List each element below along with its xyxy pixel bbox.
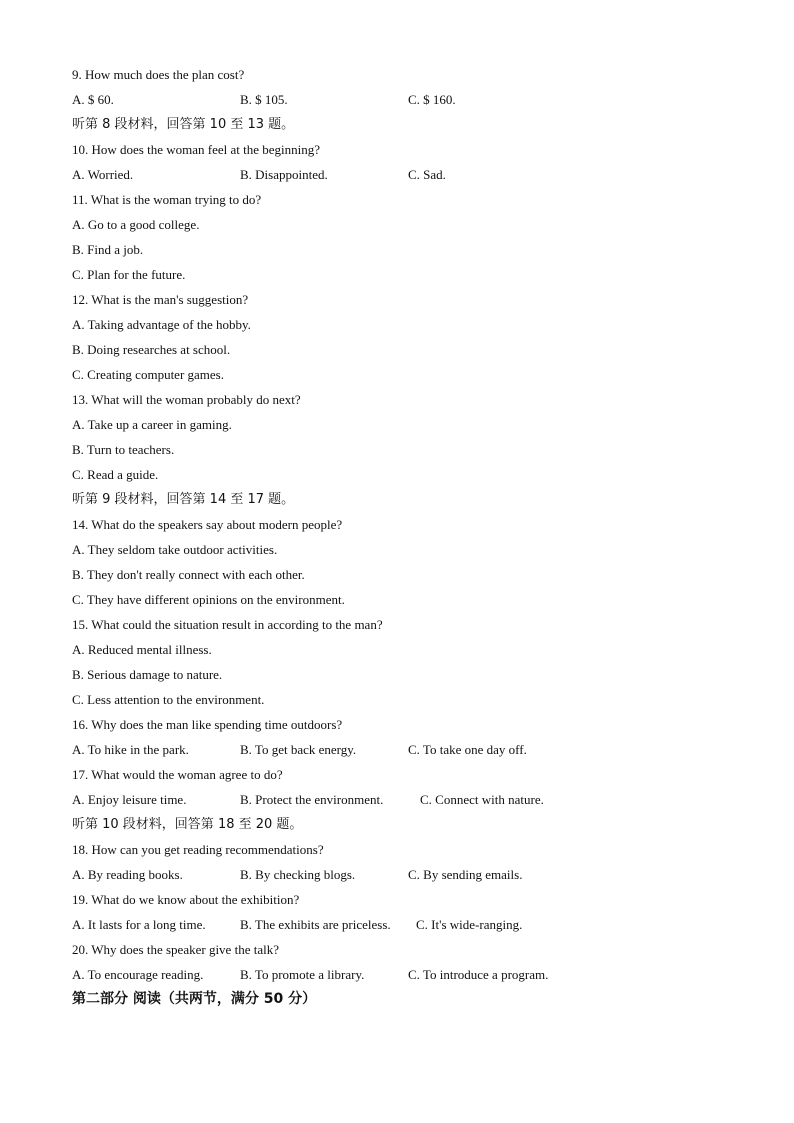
option-c: C. To take one day off.	[408, 742, 527, 757]
option-row	[72, 162, 732, 187]
option: C. They have different opinions on the environment.	[72, 592, 345, 607]
option-c: C. To introduce a program.	[408, 967, 549, 982]
question: 14. What do the speakers say about modern people?	[72, 517, 343, 532]
option-b: B. To promote a library.	[240, 967, 365, 982]
option-b: B. By checking blogs.	[240, 867, 356, 882]
option-b: B. To get back energy.	[240, 742, 357, 757]
option-row	[72, 87, 732, 112]
option: A. Take up a career in gaming.	[72, 417, 232, 432]
question: 20. Why does the speaker give the talk?	[72, 942, 279, 957]
option-a: A. To hike in the park.	[72, 742, 189, 757]
option-a: A. $ 60.	[72, 92, 114, 107]
option-row	[72, 962, 732, 987]
option: C. Creating computer games.	[72, 367, 224, 382]
question: 15. What could the situation result in according to the man?	[72, 617, 383, 632]
option-a: A. It lasts for a long time.	[72, 917, 206, 932]
question: 18. How can you get reading recommendations?	[72, 842, 324, 857]
option-b: B. Protect the environment.	[240, 792, 384, 807]
section-instruction: 听第 8 段材料，回答第 10 至 13 题。	[72, 117, 295, 132]
option-b: B. Disappointed.	[240, 167, 328, 182]
option: C. Plan for the future.	[72, 267, 186, 282]
option: B. Find a job.	[72, 242, 144, 257]
section-instruction: 听第 9 段材料，回答第 14 至 17 题。	[72, 492, 295, 507]
question: 11. What is the woman trying to do?	[72, 192, 262, 207]
option: C. Less attention to the environment.	[72, 692, 265, 707]
question: 17. What would the woman agree to do?	[72, 767, 283, 782]
option: B. Doing researches at school.	[72, 342, 231, 357]
question: 9. How much does the plan cost?	[72, 67, 245, 82]
option: A. They seldom take outdoor activities.	[72, 542, 278, 557]
option: A. Reduced mental illness.	[72, 642, 212, 657]
option-a: A. Worried.	[72, 167, 134, 182]
option: B. Serious damage to nature.	[72, 667, 223, 682]
question: 16. Why does the man like spending time outdoors?	[72, 717, 343, 732]
option: A. Go to a good college.	[72, 217, 200, 232]
option-row	[72, 737, 732, 762]
part-heading: 第二部分 阅读（共两节，满分 50 分）	[72, 991, 317, 1007]
option: C. Read a guide.	[72, 467, 159, 482]
question: 10. How does the woman feel at the beginning?	[72, 142, 321, 157]
option-b: B. $ 105.	[240, 92, 288, 107]
option-c: C. By sending emails.	[408, 867, 523, 882]
option-c: C. Connect with nature.	[420, 792, 544, 807]
option: B. Turn to teachers.	[72, 442, 175, 457]
option-a: A. To encourage reading.	[72, 967, 204, 982]
option-b: B. The exhibits are priceless.	[240, 917, 391, 932]
option-row	[72, 862, 732, 887]
question: 12. What is the man's suggestion?	[72, 292, 249, 307]
option: A. Taking advantage of the hobby.	[72, 317, 251, 332]
option: B. They don't really connect with each other.	[72, 567, 305, 582]
question: 19. What do we know about the exhibition?	[72, 892, 300, 907]
option-c: C. $ 160.	[408, 92, 456, 107]
section-instruction: 听第 10 段材料，回答第 18 至 20 题。	[72, 817, 303, 832]
option-a: A. Enjoy leisure time.	[72, 792, 187, 807]
option-c: C. Sad.	[408, 167, 446, 182]
option-c: C. It's wide-ranging.	[416, 917, 523, 932]
option-a: A. By reading books.	[72, 867, 183, 882]
option-row	[72, 912, 732, 937]
question: 13. What will the woman probably do next?	[72, 392, 301, 407]
option-row	[72, 787, 732, 812]
exam-page	[72, 62, 732, 1012]
